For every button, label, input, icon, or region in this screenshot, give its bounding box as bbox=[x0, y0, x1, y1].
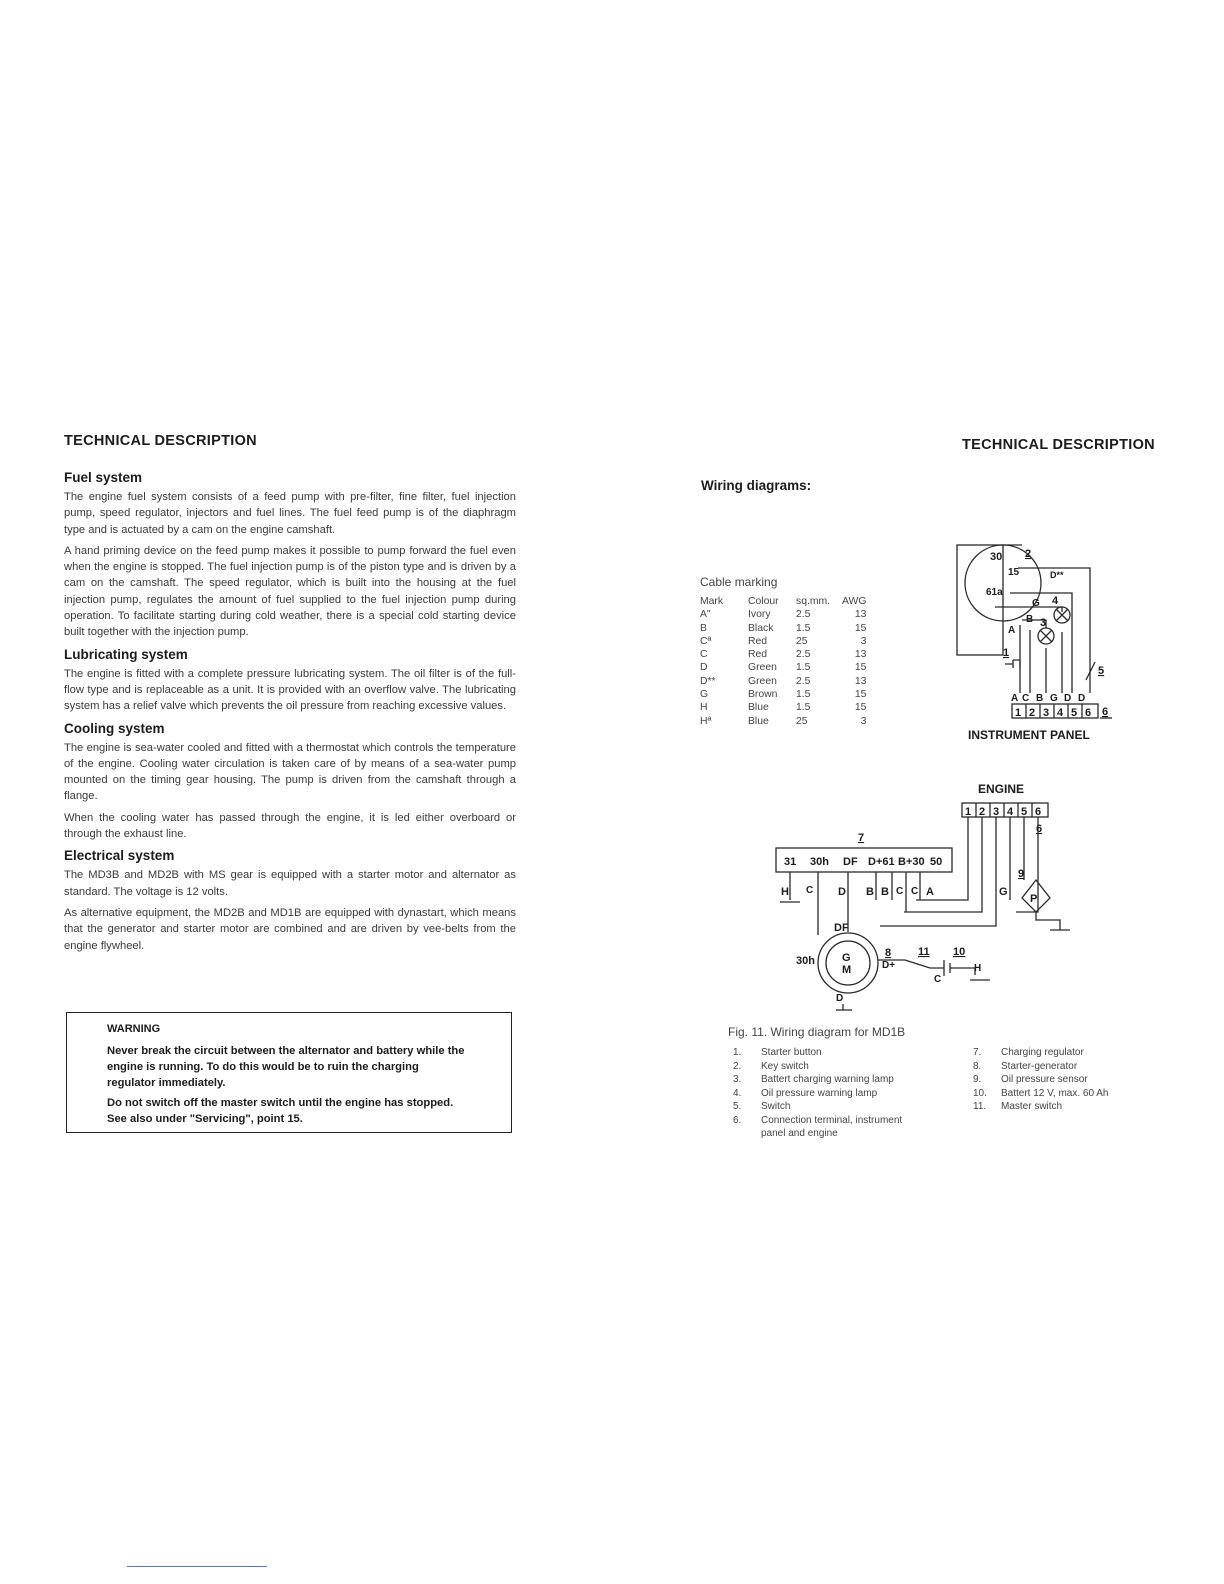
cell: 2.5 bbox=[796, 649, 811, 661]
panel-terminal-number: 3 bbox=[1043, 707, 1050, 719]
key-label-30: 30 bbox=[990, 551, 1003, 563]
paragraph: The engine fuel system consists of a feed pump with pre-filter, fine filter, fuel injection pump, speed regulator, injectors and fuel lines. The fuel feed pump is of the diaphragm type and is actuated by a cam on the engine camshaft. bbox=[64, 491, 516, 536]
wire-d bbox=[1018, 568, 1090, 693]
panel-mark: D bbox=[1078, 693, 1086, 704]
wire-mark: D bbox=[838, 886, 846, 898]
key-label-d: D** bbox=[1050, 570, 1064, 580]
wire-mark: G bbox=[999, 886, 1008, 898]
panel-terminal-number: 2 bbox=[1029, 707, 1036, 719]
warning-paragraph-2: Do not switch off the master switch until the engine has stopped. See also under "Servicing", point 15. bbox=[107, 1097, 454, 1125]
regulator-terminal: 50 bbox=[930, 856, 943, 868]
legend-item bbox=[733, 1073, 902, 1087]
gen-label-m: M bbox=[842, 964, 852, 976]
cell: 15 bbox=[854, 662, 867, 674]
cable-marking-title: Cable marking bbox=[700, 575, 778, 589]
callout-11: 11 bbox=[918, 946, 930, 958]
callout-6: 6 bbox=[1102, 706, 1109, 718]
warning-paragraph-1: Never break the circuit between the alternator and battery while the engine is running. To do this would be to ruin the charging regulator immediately. bbox=[107, 1045, 465, 1089]
scan-artifact-line bbox=[127, 1566, 267, 1567]
cell: 1.5 bbox=[796, 622, 811, 634]
panel-mark: B bbox=[1036, 693, 1044, 704]
engine-terminal-number: 4 bbox=[1007, 806, 1014, 818]
gen-label-dplus: D+ bbox=[882, 960, 896, 971]
legend-text: panel and engine bbox=[761, 1128, 838, 1139]
key-label-g: G bbox=[1032, 598, 1040, 609]
wire-mark: C bbox=[896, 886, 904, 897]
regulator-terminal: 31 bbox=[784, 856, 797, 868]
callout-2: 2 bbox=[1025, 548, 1032, 560]
section-title: Cooling system bbox=[64, 720, 165, 736]
paragraph: When the cooling water has passed through the engine, it is led either overboard or through the exhaust line. bbox=[64, 811, 516, 841]
legend-item bbox=[973, 1046, 1108, 1060]
cell: A" bbox=[700, 609, 711, 621]
legend-text: Connection terminal, instrument bbox=[761, 1114, 903, 1126]
cell: 15 bbox=[854, 689, 867, 701]
legend-num: 7. bbox=[973, 1047, 982, 1058]
warning-box bbox=[66, 1012, 512, 1133]
legend-item bbox=[733, 1114, 902, 1128]
legend-item bbox=[973, 1060, 1108, 1074]
engine-label: ENGINE bbox=[978, 782, 1025, 796]
callout-9: 9 bbox=[1018, 868, 1025, 880]
cell: 25 bbox=[796, 635, 808, 647]
engine-terminal-number: 3 bbox=[993, 806, 1000, 818]
cell: 1.5 bbox=[796, 689, 811, 701]
cell: Green bbox=[748, 662, 777, 674]
legend-right bbox=[973, 1046, 1108, 1114]
key-label-15: 15 bbox=[1008, 567, 1020, 578]
legend-text: Starter button bbox=[761, 1047, 822, 1058]
charging-warning-lamp bbox=[1038, 628, 1054, 644]
legend-item bbox=[733, 1046, 902, 1060]
cell: Green bbox=[748, 675, 777, 687]
cell: Blue bbox=[748, 702, 769, 714]
legend-item bbox=[973, 1100, 1108, 1114]
callout-8: 8 bbox=[885, 947, 892, 959]
gen-label-df: DF bbox=[834, 922, 849, 934]
legend-item bbox=[733, 1100, 902, 1114]
cell: 13 bbox=[854, 649, 867, 661]
cell: Blue bbox=[748, 715, 769, 727]
regulator-terminal: D+61 bbox=[868, 856, 895, 868]
regulator-terminal: B+30 bbox=[898, 856, 925, 868]
section-title: Electrical system bbox=[64, 848, 175, 864]
figure-caption: Fig. 11. Wiring diagram for MD1B bbox=[728, 1025, 906, 1039]
section-title: Lubricating system bbox=[64, 646, 188, 662]
gen-label-g: G bbox=[842, 952, 851, 964]
wiring-diagrams-title: Wiring diagrams: bbox=[701, 478, 812, 493]
callout-10: 10 bbox=[953, 946, 966, 958]
cell: 1.5 bbox=[796, 662, 811, 674]
legend-num: 9. bbox=[973, 1074, 982, 1085]
cell: 13 bbox=[854, 675, 867, 687]
legend-num: 6. bbox=[733, 1114, 742, 1126]
legend-item bbox=[973, 1087, 1108, 1101]
engine-terminal-number: 5 bbox=[1021, 806, 1028, 818]
legend-left bbox=[733, 1046, 902, 1141]
cell: Ivory bbox=[748, 609, 771, 621]
legend-item bbox=[733, 1060, 902, 1074]
wire-mark: C bbox=[911, 886, 919, 897]
legend-num: 2. bbox=[733, 1060, 742, 1072]
paragraph: The engine is sea-water cooled and fitted with a thermostat which controls the temperature of the engine. Cooling water circulation is taken care of by means of a sea-water pump mounted on the timing gear housing. The pump is driven from the camshaft through a flange. bbox=[64, 741, 516, 803]
cell: 15 bbox=[854, 702, 867, 714]
panel-mark: A bbox=[1011, 693, 1019, 704]
key-label-61a: 61a bbox=[986, 587, 1003, 598]
paragraph: The engine is fitted with a complete pressure lubricating system. The oil filter is of the full-flow type and is replaceable as a unit. It is provided with an overflow valve. The lubricating system has a relief valve which prevents the oil pressure from reaching excessive values. bbox=[64, 667, 516, 713]
ground-symbol bbox=[836, 1004, 852, 1010]
engine-terminal-number: 2 bbox=[979, 806, 986, 818]
cell: Red bbox=[748, 649, 768, 661]
cell: Brown bbox=[748, 689, 778, 701]
cell: C bbox=[700, 649, 708, 661]
legend-text: Starter-generator bbox=[1001, 1060, 1078, 1072]
cell: D** bbox=[700, 675, 716, 687]
wire-mark: C bbox=[806, 885, 814, 896]
panel-terminal-number: 6 bbox=[1085, 707, 1092, 719]
cell: 2.5 bbox=[796, 609, 811, 621]
cell: Cª bbox=[700, 635, 712, 647]
legend-num: 5. bbox=[733, 1101, 742, 1112]
legend-num: 10. bbox=[973, 1087, 987, 1099]
column-header: Mark bbox=[700, 596, 724, 607]
panel-mark: D bbox=[1064, 693, 1072, 704]
sensor-label-p: P bbox=[1030, 893, 1038, 905]
callout-4: 4 bbox=[1052, 595, 1059, 607]
instrument-panel-label: INSTRUMENT PANEL bbox=[968, 728, 1090, 742]
callout-1: 1 bbox=[1003, 647, 1010, 659]
section-fuel bbox=[64, 470, 516, 641]
callout-3: 3 bbox=[1040, 617, 1047, 629]
legend-text: Key switch bbox=[761, 1060, 809, 1072]
regulator-terminal: DF bbox=[843, 856, 858, 868]
warning-title: WARNING bbox=[107, 1023, 161, 1035]
engine-terminal-number: 6 bbox=[1035, 806, 1042, 818]
legend-num: 1. bbox=[733, 1047, 742, 1058]
cell: 1.5 bbox=[796, 702, 811, 714]
left-page-body bbox=[64, 470, 516, 959]
legend-text: Oil pressure warning lamp bbox=[761, 1087, 878, 1099]
regulator-terminal: 30h bbox=[810, 856, 829, 868]
paragraph: As alternative equipment, the MD2B and MD1B are equipped with dynastart, which means that the generator and starter motor are combined and are driven by vee-belts from the engine flywheel. bbox=[64, 906, 516, 952]
wiring-diagram bbox=[740, 535, 1109, 1015]
legend-num: 8. bbox=[973, 1060, 982, 1072]
callout-5: 5 bbox=[1098, 665, 1105, 677]
section-cooling bbox=[64, 721, 516, 843]
ground-symbol bbox=[1036, 912, 1070, 930]
key-label-a: A bbox=[1008, 625, 1016, 636]
starter-button-symbol bbox=[1005, 660, 1020, 668]
cell: 25 bbox=[796, 715, 808, 727]
engine-terminal-number: 1 bbox=[965, 806, 972, 818]
wire-mark: A bbox=[926, 886, 934, 898]
panel-terminal-number: 1 bbox=[1015, 707, 1022, 719]
legend-text: Battert charging warning lamp bbox=[761, 1074, 894, 1085]
legend-text: Switch bbox=[761, 1101, 791, 1112]
panel-terminal-number: 5 bbox=[1071, 707, 1078, 719]
right-page-header: TECHNICAL DESCRIPTION bbox=[962, 437, 1155, 453]
paragraph: A hand priming device on the feed pump makes it possible to pump forward the fuel even when the engine is stopped. The fuel injection pump is of the piston type and is driven by a cam on the camshaft. The speed regulator, which is built into the housing at the fuel injection pump, regulates the amount of fuel supplied to the fuel injection pump during operation. To facilitate starting during cold weather, there is a special cold starting device built together with the injection pump. bbox=[64, 544, 516, 639]
section-title: Fuel system bbox=[64, 470, 143, 485]
legend-num: 11. bbox=[973, 1101, 987, 1112]
cell: H bbox=[700, 702, 708, 714]
charging-regulator bbox=[776, 848, 952, 872]
section-electrical bbox=[64, 848, 516, 953]
legend-num: 4. bbox=[733, 1087, 742, 1099]
gen-label-h: H bbox=[974, 963, 982, 974]
legend-item bbox=[733, 1127, 902, 1141]
left-page-header: TECHNICAL DESCRIPTION bbox=[64, 433, 257, 449]
cell: 2.5 bbox=[796, 675, 811, 687]
legend-item bbox=[733, 1087, 902, 1101]
gen-label-30h: 30h bbox=[796, 955, 815, 967]
paragraph: The MD3B and MD2B with MS gear is equipped with a starter motor and alternator as standard. The voltage is 12 volts. bbox=[64, 869, 516, 898]
legend-text: Master switch bbox=[1001, 1101, 1063, 1112]
cell: Red bbox=[748, 635, 768, 647]
cell: 15 bbox=[854, 622, 867, 634]
column-header: Colour bbox=[748, 596, 779, 607]
cell: Hª bbox=[700, 715, 712, 727]
cell: G bbox=[700, 689, 709, 701]
legend-text: Charging regulator bbox=[1001, 1047, 1084, 1058]
legend-text: Oil pressure sensor bbox=[1001, 1074, 1088, 1085]
cell: D bbox=[700, 662, 708, 674]
gen-label-d: D bbox=[836, 993, 844, 1004]
gen-label-c: C bbox=[934, 974, 942, 985]
cell: 3 bbox=[860, 715, 867, 727]
cell: Black bbox=[748, 622, 774, 634]
wire-mark: H bbox=[781, 886, 789, 898]
section-lubricating bbox=[64, 647, 516, 715]
callout-7: 7 bbox=[858, 832, 865, 844]
legend-text: Battert 12 V, max. 60 Ah bbox=[1001, 1087, 1109, 1099]
callout-6b: 6 bbox=[1036, 823, 1043, 835]
panel-mark: G bbox=[1050, 693, 1058, 704]
legend-num: 3. bbox=[733, 1074, 742, 1085]
cell: 3 bbox=[860, 635, 867, 647]
column-header: AWG bbox=[842, 596, 867, 607]
legend-item bbox=[973, 1073, 1108, 1087]
panel-mark: C bbox=[1022, 693, 1030, 704]
cell: B bbox=[700, 622, 707, 634]
cell: 13 bbox=[854, 609, 867, 621]
panel-terminal-number: 4 bbox=[1057, 707, 1064, 719]
key-label-b: B bbox=[1026, 614, 1034, 625]
column-header: sq.mm. bbox=[796, 596, 831, 607]
wire-mark: B bbox=[881, 886, 889, 898]
wire-mark: B bbox=[866, 886, 874, 898]
